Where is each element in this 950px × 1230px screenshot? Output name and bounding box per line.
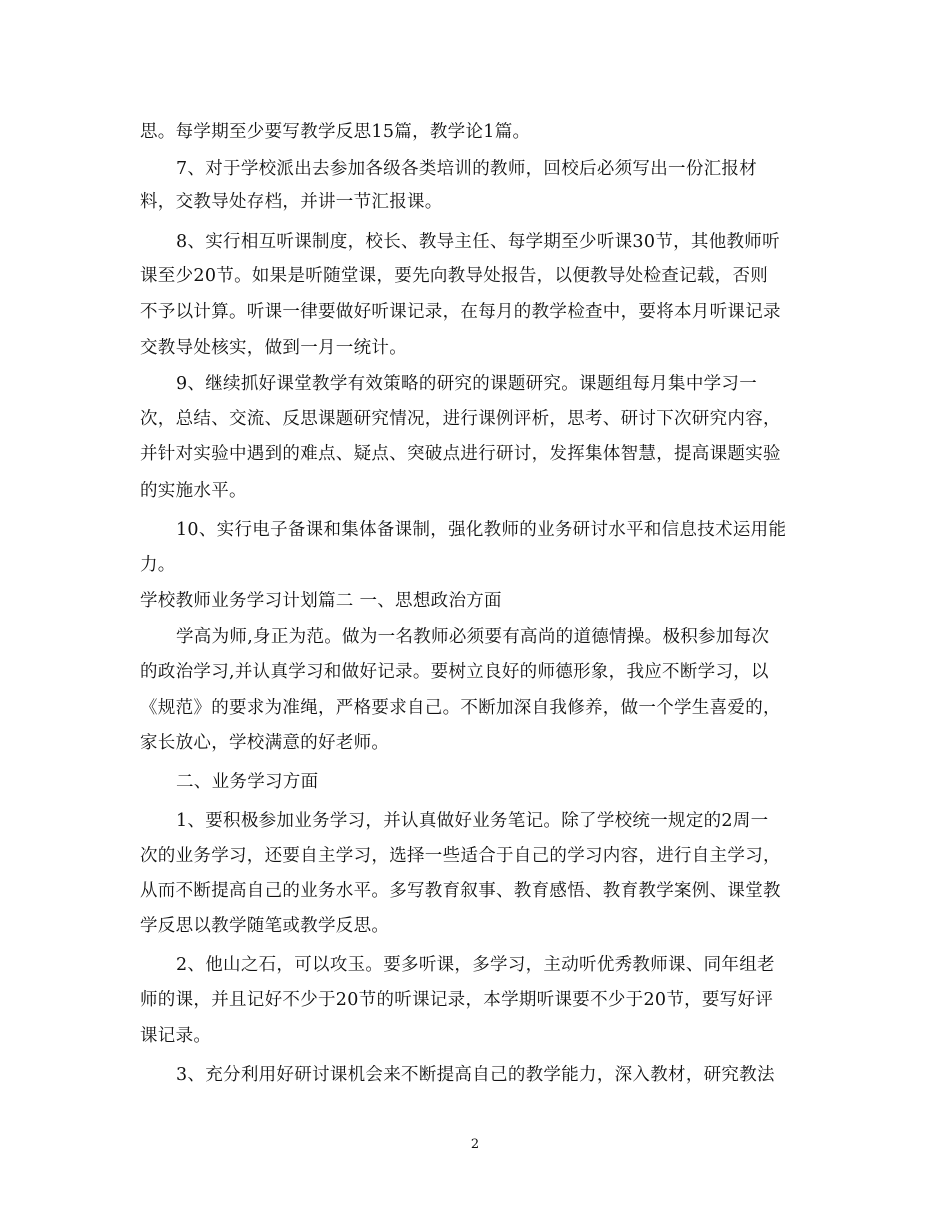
- section-heading: 二、业务学习方面: [176, 772, 319, 792]
- text-line: 2、他山之石，可以攻玉。要多听课，多学习，主动听优秀教师课、同年组老: [176, 955, 775, 975]
- text-line: 并针对实验中遇到的难点、疑点、突破点进行研讨，发挥集体智慧，提高课题实验: [140, 444, 781, 464]
- section-heading: 学校教师业务学习计划篇二 一、思想政治方面: [140, 591, 502, 611]
- text-line: 8、实行相互听课制度，校长、教导主任、每学期至少听课30节，其他教师听: [176, 232, 780, 252]
- text-line: 思。每学期至少要写教学反思15篇，教学论1篇。: [140, 122, 531, 142]
- text-line: 3、充分利用好研讨课机会来不断提高自己的教学能力，深入教材，研究教法: [176, 1065, 775, 1085]
- text-line: 课记录。: [140, 1026, 212, 1046]
- text-line: 1、要积极参加业务学习，并认真做好业务笔记。除了学校统一规定的2周一: [176, 811, 769, 831]
- text-line: 次，总结、交流、反思课题研究情况，进行课例评析，思考、研讨下次研究内容，: [140, 409, 781, 429]
- text-line: 9、继续抓好课堂教学有效策略的研究的课题研究。课题组每月集中学习一: [176, 374, 758, 394]
- text-line: 交教导处核实，做到一月一统计。: [140, 338, 407, 358]
- text-line: 学高为师,身正为范。做为一名教师必须要有高尚的道德情操。极积参加每次: [176, 627, 770, 647]
- text-line: 的实施水平。: [140, 481, 247, 501]
- text-line: 从而不断提高自己的业务水平。多写教育叙事、教育感悟、教育教学案例、课堂教: [140, 881, 781, 901]
- text-line: 学反思以教学随笔或教学反思。: [140, 916, 390, 936]
- text-line: 课至少20节。如果是听随堂课，要先向教导处报告，以便教导处检查记载，否则: [140, 266, 769, 286]
- page-number: 2: [470, 1137, 480, 1152]
- text-line: 料，交教导处存档，并讲一节汇报课。: [140, 192, 443, 212]
- text-line: 不予以计算。听课一律要做好听课记录，在每月的教学检查中，要将本月听课记录: [140, 302, 781, 322]
- text-line: 力。: [140, 555, 176, 575]
- text-line: 10、实行电子备课和集体备课制，强化教师的业务研讨水平和信息技术运用能: [176, 520, 787, 540]
- text-line: 的政治学习,并认真学习和做好记录。要树立良好的师德形象，我应不断学习，以: [140, 662, 769, 682]
- text-line: 7、对于学校派出去参加各级各类培训的教师，回校后必须写出一份汇报材: [176, 159, 758, 179]
- text-line: 师的课，并且记好不少于20节的听课记录，本学期听课要不少于20节，要写好评: [140, 990, 774, 1010]
- text-line: 《规范》的要求为准绳，严格要求自己。不断加深自我修养，做一个学生喜爱的，: [140, 698, 781, 718]
- text-line: 家长放心，学校满意的好老师。: [140, 733, 390, 753]
- text-line: 次的业务学习，还要自主学习，选择一些适合于自己的学习内容，进行自主学习，: [140, 846, 781, 866]
